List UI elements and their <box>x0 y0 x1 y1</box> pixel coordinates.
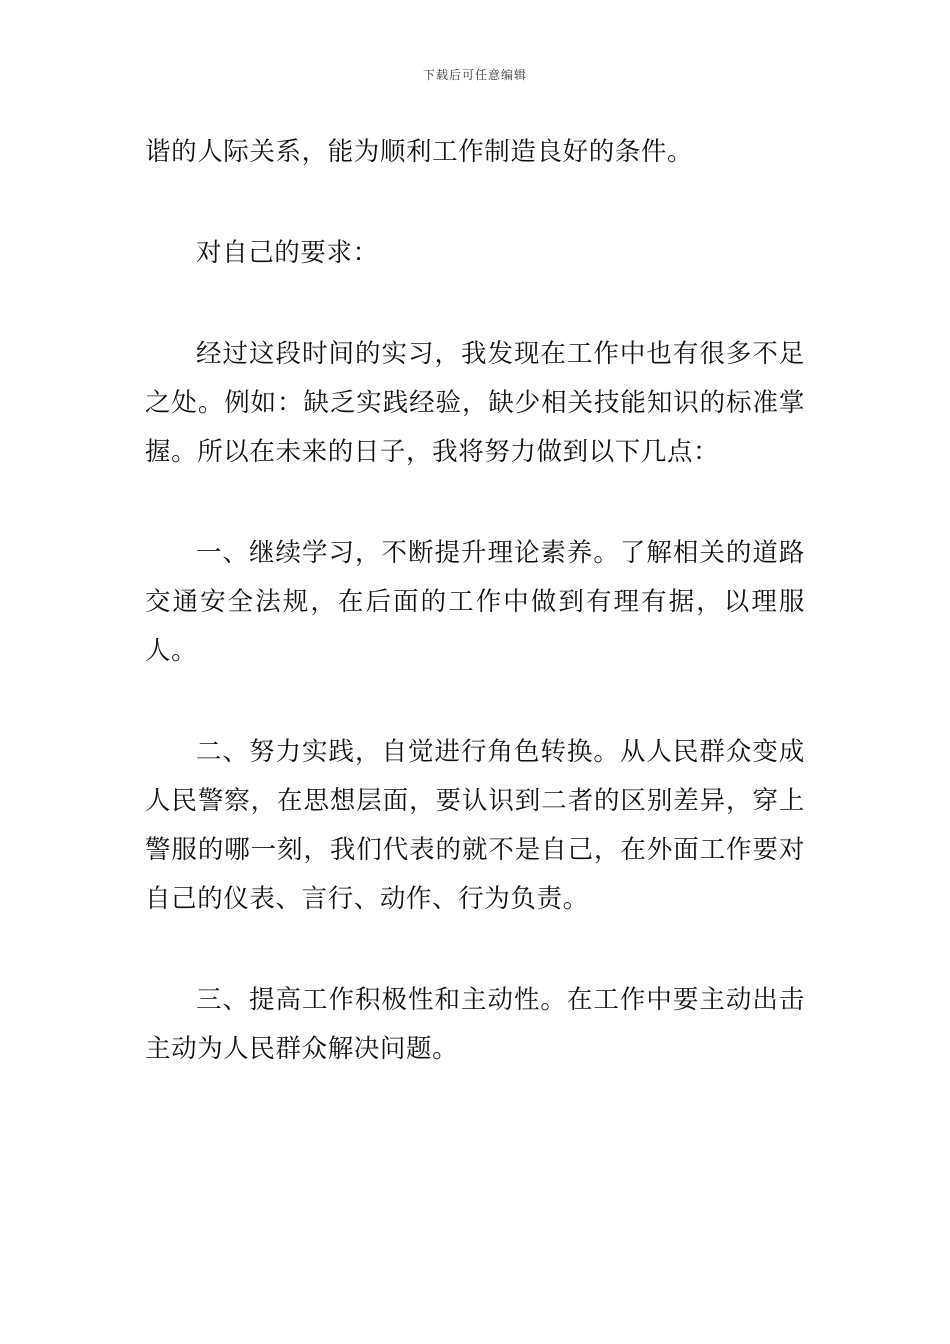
paragraph-continuation: 谐的人际关系，能为顺利工作制造良好的条件。 <box>145 137 694 167</box>
paragraph-point-two: 二、努力实践，自觉进行角色转换。从人民群众变成人民警察，在思想层面，要认识到二者的区别差异，穿上警服的哪一刻，我们代表的就不是自己，在外面工作要对自己的仪表、言行、动作、行为负责。 <box>145 737 805 914</box>
section-heading: 对自己的要求： <box>196 238 379 268</box>
paragraph-point-three: 三、提高工作积极性和主动性。在工作中要主动出击主动为人民群众解决问题。 <box>145 985 805 1064</box>
paragraph-spacer <box>145 477 805 529</box>
paragraph-self-assessment: 经过这段时间的实习，我发现在工作中也有很多不足之处。例如：缺乏实践经验，缺少相关技能知识的标准掌握。所以在未来的日子，我将努力做到以下几点： <box>145 339 805 467</box>
paragraph-spacer <box>145 278 805 330</box>
document-body <box>145 128 805 1074</box>
paragraph-point-one: 一、继续学习，不断提升理论素养。了解相关的道路交通安全法规，在后面的工作中做到有理有据，以理服人。 <box>145 538 805 666</box>
paragraph-spacer <box>145 177 805 229</box>
paragraph-spacer <box>145 924 805 976</box>
paragraph-spacer <box>145 676 805 728</box>
page-header: 下载后可任意编辑 <box>422 68 527 82</box>
